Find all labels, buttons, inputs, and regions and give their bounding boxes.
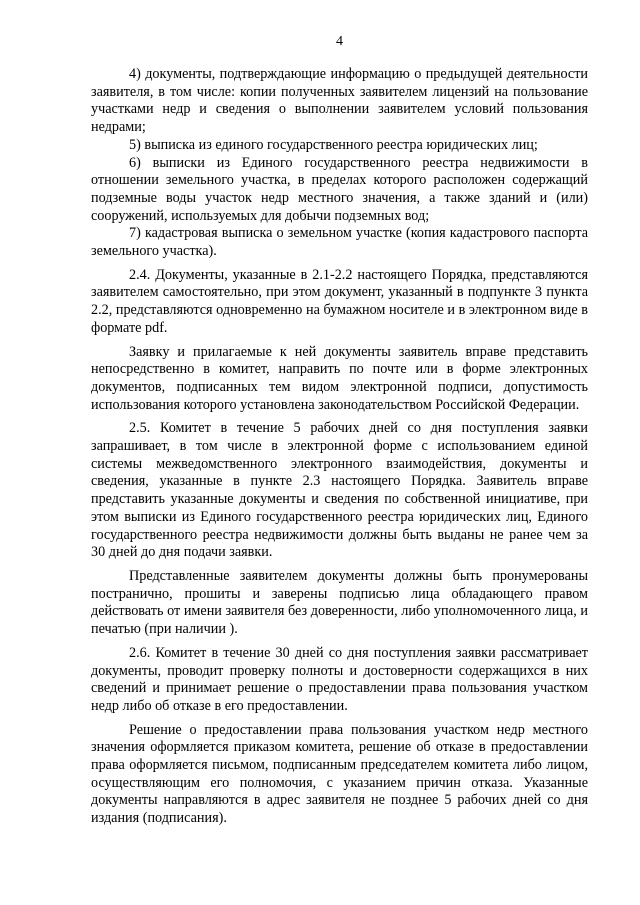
list-item-4: 4) документы, подтверждающие информацию о предыдущей деятельности заявителя, в том числе: копии полученных заявителем лицензий на пользование участками недр и сведения о выполнении заявителем условий пользования недрами; bbox=[91, 66, 588, 136]
section-2-5-paragraph: 2.5. Комитет в течение 5 рабочих дней со дня поступления заявки запрашивает, в том числе в электронной форме с использованием единой системы межведомственного электронного взаимодействия, документы и сведения, указанные в пункте 2.3 настоящего Порядка. Заявитель вправе представить указанные документы и сведения по собственной инициативе, при этом выписки из Единого государственного реестра юридических лиц, Единого государственного реестра недвижимости должны быть выданы не ранее чем за 30 дней до дня подачи заявки. bbox=[91, 420, 588, 561]
submission-paragraph: Заявку и прилагаемые к ней документы заявитель вправе представить непосредственно в комитет, направить по почте или в форме электронных документов, подписанных тем видом электронной подписи, допустимость использования которого установлена законодательством Российской Федерации. bbox=[91, 343, 588, 413]
decision-paragraph: Решение о предоставлении права пользования участком недр местного значения оформляется приказом комитета, решение об отказе в предоставлении права оформляется письмом, подписанным председателем комитета либо лицом, осуществляющим его полномочия, с указанием причин отказа. Указанные документы направляются в адрес заявителя не позднее 5 рабочих дней со дня издания (подписания). bbox=[91, 721, 588, 827]
section-2-4-paragraph: 2.4. Документы, указанные в 2.1-2.2 настоящего Порядка, представляются заявителем самостоятельно, при этом документ, указанный в подпункте 3 пункта 2.2, представляются одновременно на бумажном носителе и в электронном виде в формате pdf. bbox=[91, 266, 588, 336]
list-item-7: 7) кадастровая выписка о земельном участке (копия кадастрового паспорта земельного участка). bbox=[91, 225, 588, 260]
page-number: 4 bbox=[336, 34, 343, 49]
section-2-6-paragraph: 2.6. Комитет в течение 30 дней со дня поступления заявки рассматривает документы, проводит проверку полноты и достоверности содержащихся в них сведений и принимает решение о предоставлении права пользования участком недр либо об отказе в его предоставлении. bbox=[91, 644, 588, 714]
document-requirements-paragraph: Представленные заявителем документы должны быть пронумерованы постранично, прошиты и заверены подписью лица обладающего правом действовать от имени заявителя без доверенности, либо уполномоченного лица, и печатью (при наличии ). bbox=[91, 567, 588, 638]
list-item-6: 6) выписки из Единого государственного реестра недвижимости в отношении земельного участка, в пределах которого расположен содержащий подземные воды участок недр местного значения, а также зданий и (или) сооружений, используемых для добычи подземных вод; bbox=[91, 154, 588, 224]
list-item-5: 5) выписка из единого государственного реестра юридических лиц; bbox=[129, 136, 538, 153]
